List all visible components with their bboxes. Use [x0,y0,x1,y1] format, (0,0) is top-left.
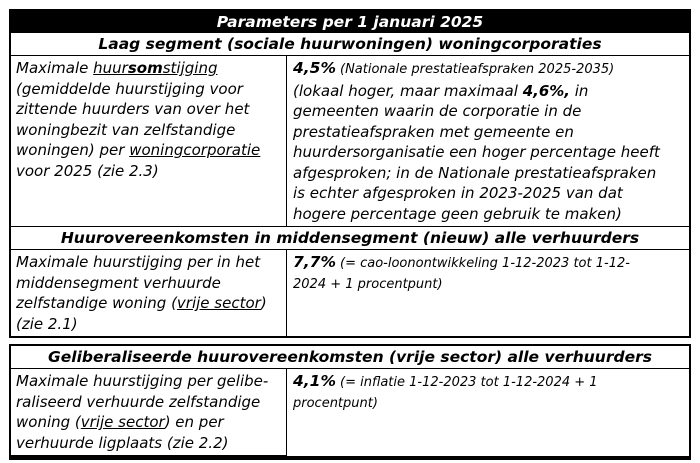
description-line: Maximale huurstijging per gelibe- [16,372,269,390]
table-title: Parameters per 1 januari 2025 [216,13,484,31]
value-note: (Nationale prestatieafspraken 2025-2035) [340,62,615,77]
value-line: afgesproken; in de Nationale prestatieafspraken [293,163,657,182]
percentage-value: 4,1% [293,372,336,390]
param-value-cell [287,56,689,226]
description-line: (zie 2.1) [16,314,78,333]
value-note: (= inflatie 1-12-2023 tot 1-12-2024 + 1 [340,375,598,390]
value-line: is echter afgesproken in 2023-2025 van dat [293,184,623,202]
value-line: 2024 + 1 procentpunt) [293,276,443,292]
param-value-cell [287,369,689,456]
param-description-cell [11,250,287,336]
table-title-bar [11,11,689,33]
description-line [16,412,282,433]
description-line: Maximale huurstijging per in het [16,253,261,271]
value-line [293,371,685,394]
percentage-value-secondary: 4,6%, [522,81,570,100]
underlined-bold-term: som [127,59,163,77]
section-heading-laag-segment [11,33,689,56]
parameters-table-upper [9,9,691,338]
text-segment: zelfstandige woning ( [16,294,177,312]
section-heading-text: Geliberaliseerde huurovereenkomsten (vrije sector) alle verhuurders [48,348,652,366]
value-line: gemeenten waarin de corporatie in de [293,102,582,120]
parameters-table-lower [9,344,691,460]
description-line: raliseerd verhuurde zelfstandige [16,392,261,411]
description-line: (gemiddelde huurstijging voor [16,79,243,98]
underlined-term: vrije sector [80,413,165,431]
description-line [16,293,282,314]
section-heading-middensegment [11,226,689,250]
description-line [16,58,282,79]
percentage-value: 7,7% [293,253,336,271]
text-segment: ) en per [164,413,224,431]
value-line [293,252,685,275]
table-row-huursomstijging [11,56,689,226]
table-row-middensegment [11,250,689,336]
table-row-geliberaliseerd [11,369,689,456]
param-description-cell [11,369,287,456]
text-segment: woning ( [16,413,81,431]
param-description-cell [11,56,287,226]
description-line: woningbezit van zelfstandige [16,120,236,139]
section-heading-text: Laag segment (sociale huurwoningen) woningcorporaties [98,35,602,53]
description-line: middensegment verhuurde [16,273,221,292]
percentage-value: 4,5% [293,59,336,77]
description-line: zittende huurders van over het [16,100,250,118]
value-line: prestatieafspraken met gemeente en [293,122,574,141]
value-line: hogere percentage geen gebruik te maken) [293,204,622,223]
text-segment: woningen) per [16,141,130,159]
param-value-cell [287,250,689,336]
value-line: huurdersorganisatie een hoger percentage heeft [293,143,660,161]
text-segment: ) [260,294,267,312]
underlined-term: woningcorporatie [129,141,261,159]
section-heading-geliberaliseerd [11,346,689,369]
description-line [16,140,282,161]
underlined-term: stijging [162,59,218,77]
value-note: (= cao-loonontwikkeling 1-12-2023 tot 1-12- [340,256,630,271]
value-line [293,58,685,81]
value-line [293,81,685,102]
text-segment: Maximale [16,59,94,77]
text-segment: in [570,81,589,100]
underlined-term: vrije sector [176,294,261,312]
underlined-term: huur [93,59,128,77]
description-line: voor 2025 (zie 2.3) [16,161,159,180]
text-segment: (lokaal hoger, maar maximaal [293,81,523,100]
description-line: verhuurde ligplaats (zie 2.2) [16,433,229,452]
value-line: procentpunt) [293,395,378,411]
section-heading-text: Huurovereenkomsten in middensegment (nieuw) alle verhuurders [60,229,640,247]
